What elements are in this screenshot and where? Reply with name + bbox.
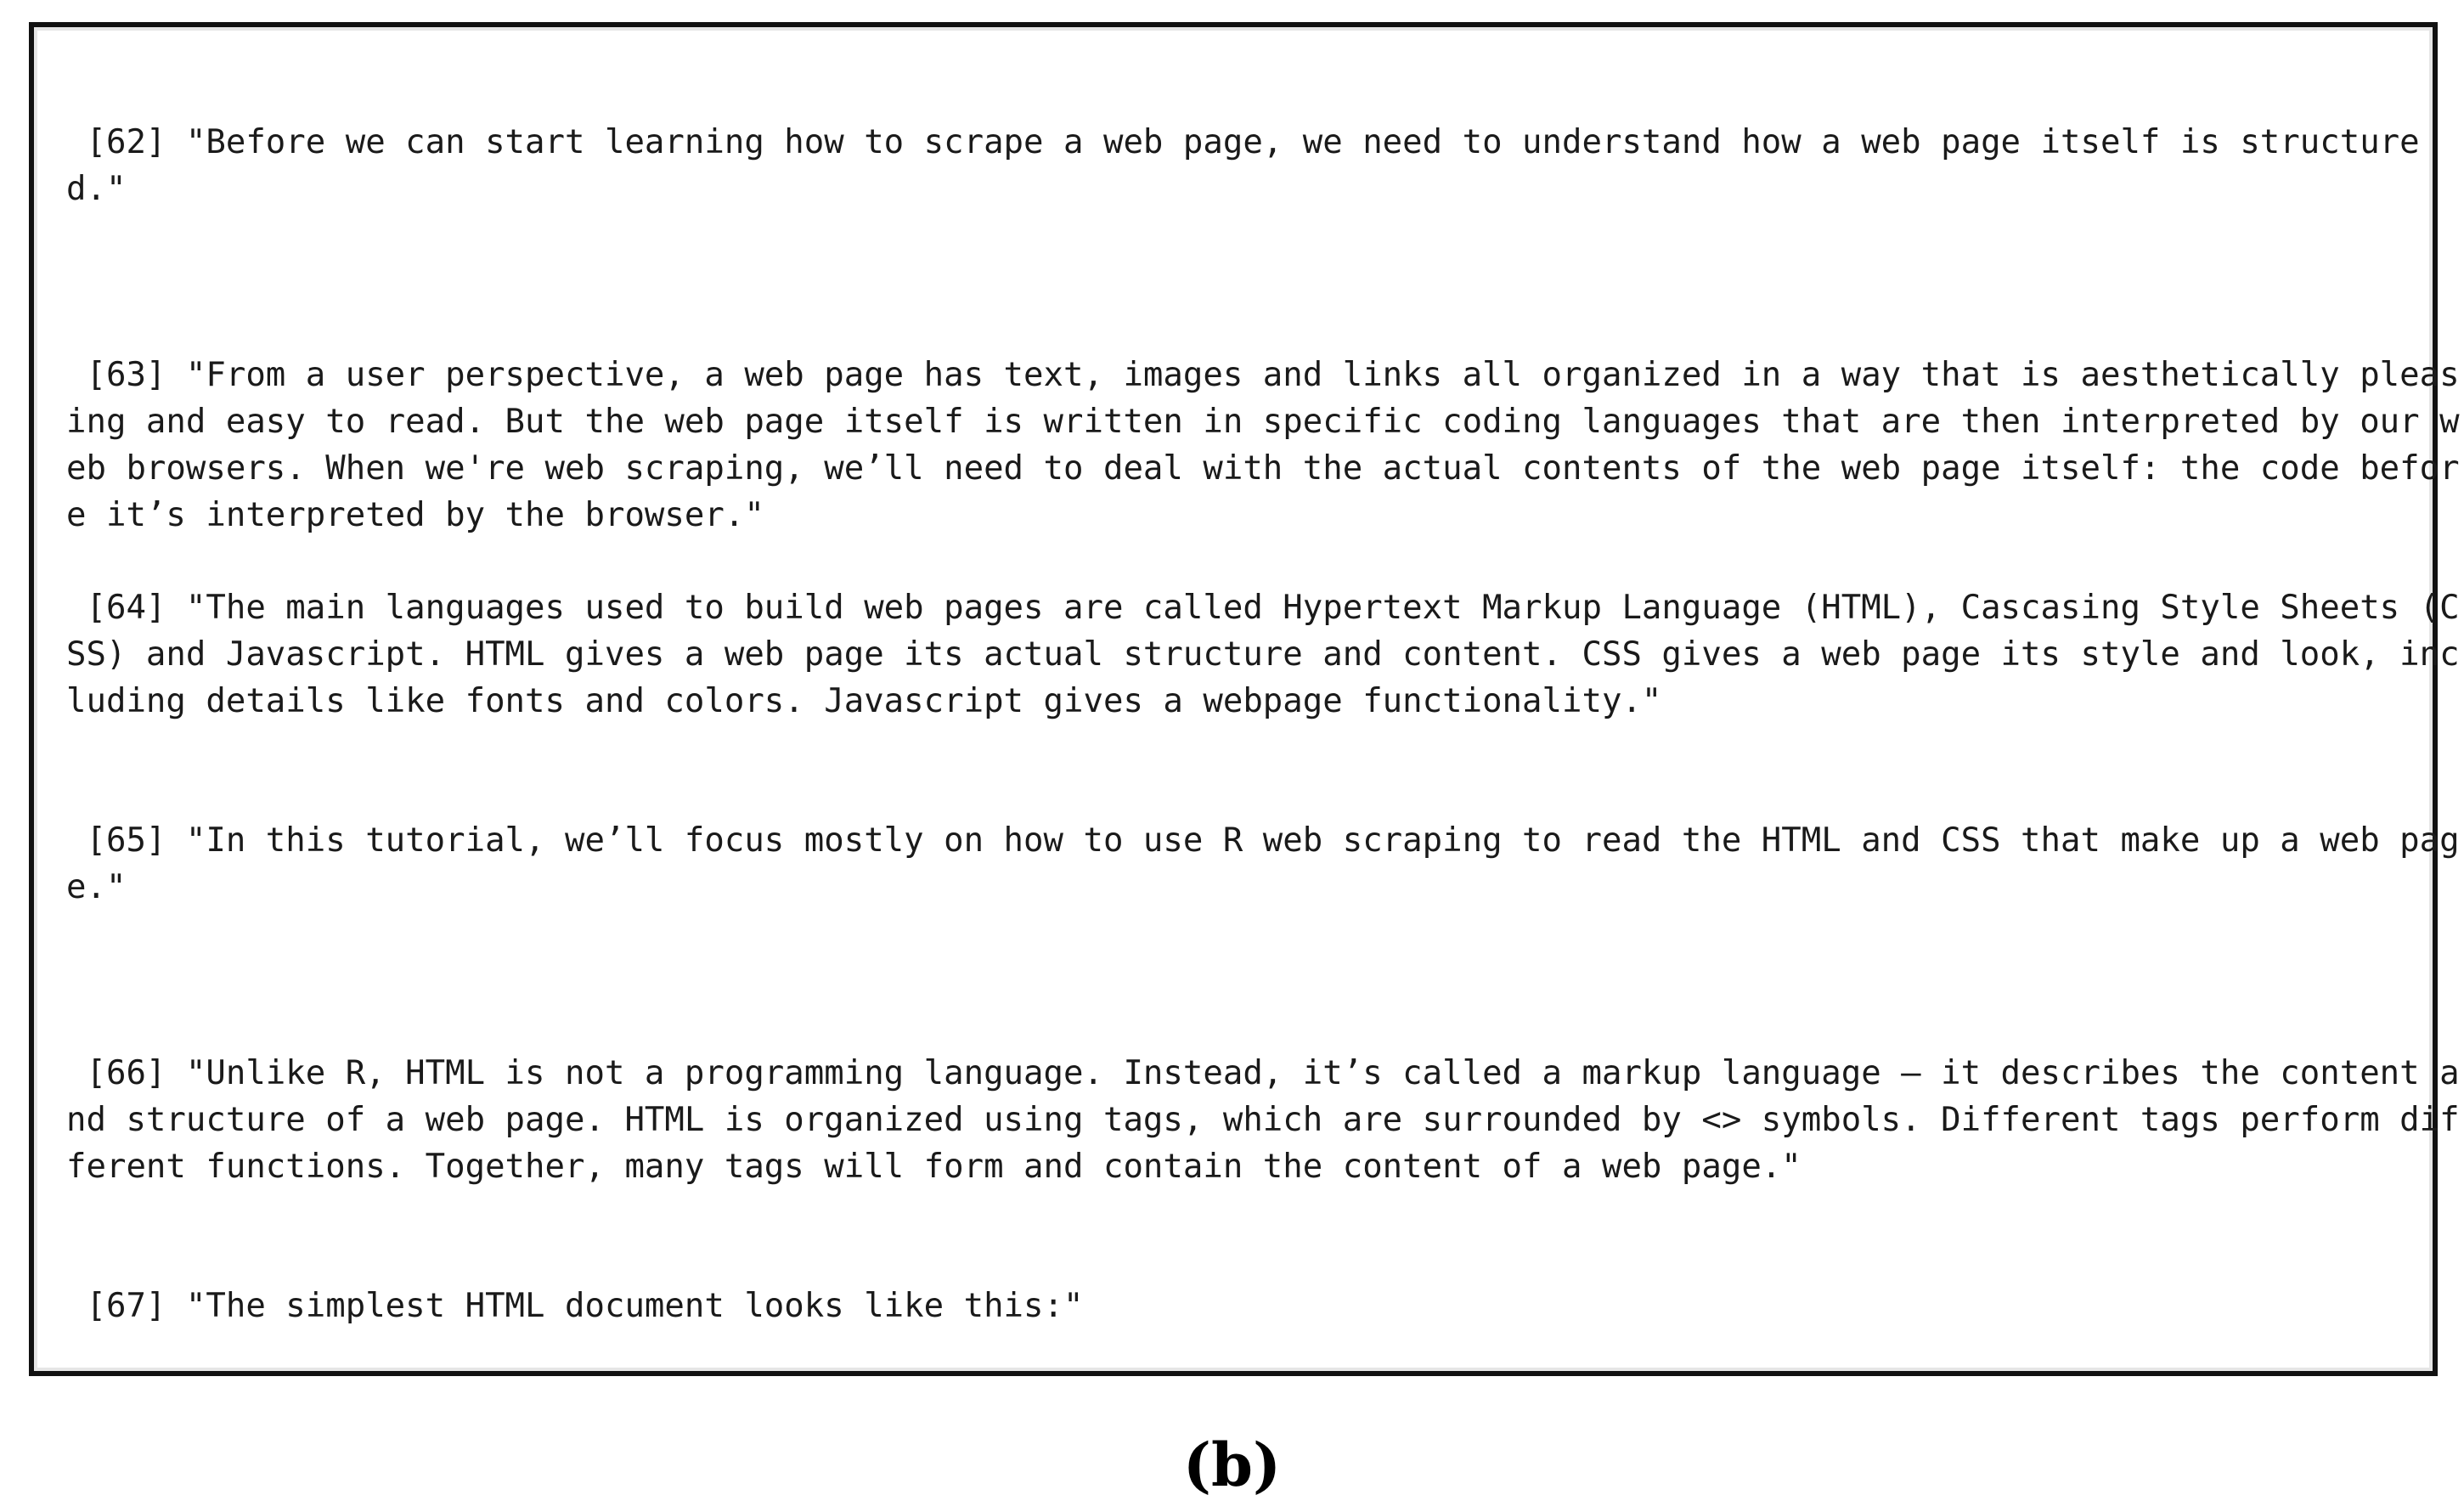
figure-caption: (b) — [1182, 1430, 1282, 1500]
output-line: [63] "From a user perspective, a web page has text, images and links all organized in a way that is aesthetically pleas — [66, 356, 2460, 394]
output-line: [64] "The main languages used to build web pages are called Hypertext Markup Language (HTML), Cascasing Style Sheets (C — [66, 589, 2460, 627]
output-line: ing and easy to read. But the web page itself is written in specific coding languages that are then interpreted by our w — [66, 403, 2460, 441]
output-line: e it’s interpreted by the browser." — [66, 496, 764, 534]
output-line: [67] "The simplest HTML document looks like this:" — [66, 1287, 1084, 1325]
output-line: luding details like fonts and colors. Javascript gives a webpage functionality." — [66, 682, 1662, 720]
output-line: d." — [66, 170, 127, 208]
output-line: ferent functions. Together, many tags will form and contain the content of a web page." — [66, 1148, 1801, 1186]
output-line: [66] "Unlike R, HTML is not a programming language. Instead, it’s called a markup language – it describes the content a — [66, 1054, 2460, 1092]
output-line: eb browsers. When we're web scraping, we’ll need to deal with the actual contents of the web page itself: the code befor — [66, 449, 2460, 488]
output-line: [62] "Before we can start learning how to scrape a web page, we need to understand how a web page itself is structure — [66, 123, 2420, 161]
console-output-area — [34, 27, 2460, 1371]
output-line: e." — [66, 868, 127, 906]
output-line: nd structure of a web page. HTML is organized using tags, which are surrounded by <> symbols. Different tags perform dif — [66, 1101, 2460, 1139]
output-line: [65] "In this tutorial, we’ll focus mostly on how to use R web scraping to read the HTML and CSS that make up a web pag — [66, 821, 2460, 860]
console-output-panel — [29, 22, 2460, 1376]
output-line: SS) and Javascript. HTML gives a web page its actual structure and content. CSS gives a web page its style and look, inc — [66, 635, 2460, 674]
